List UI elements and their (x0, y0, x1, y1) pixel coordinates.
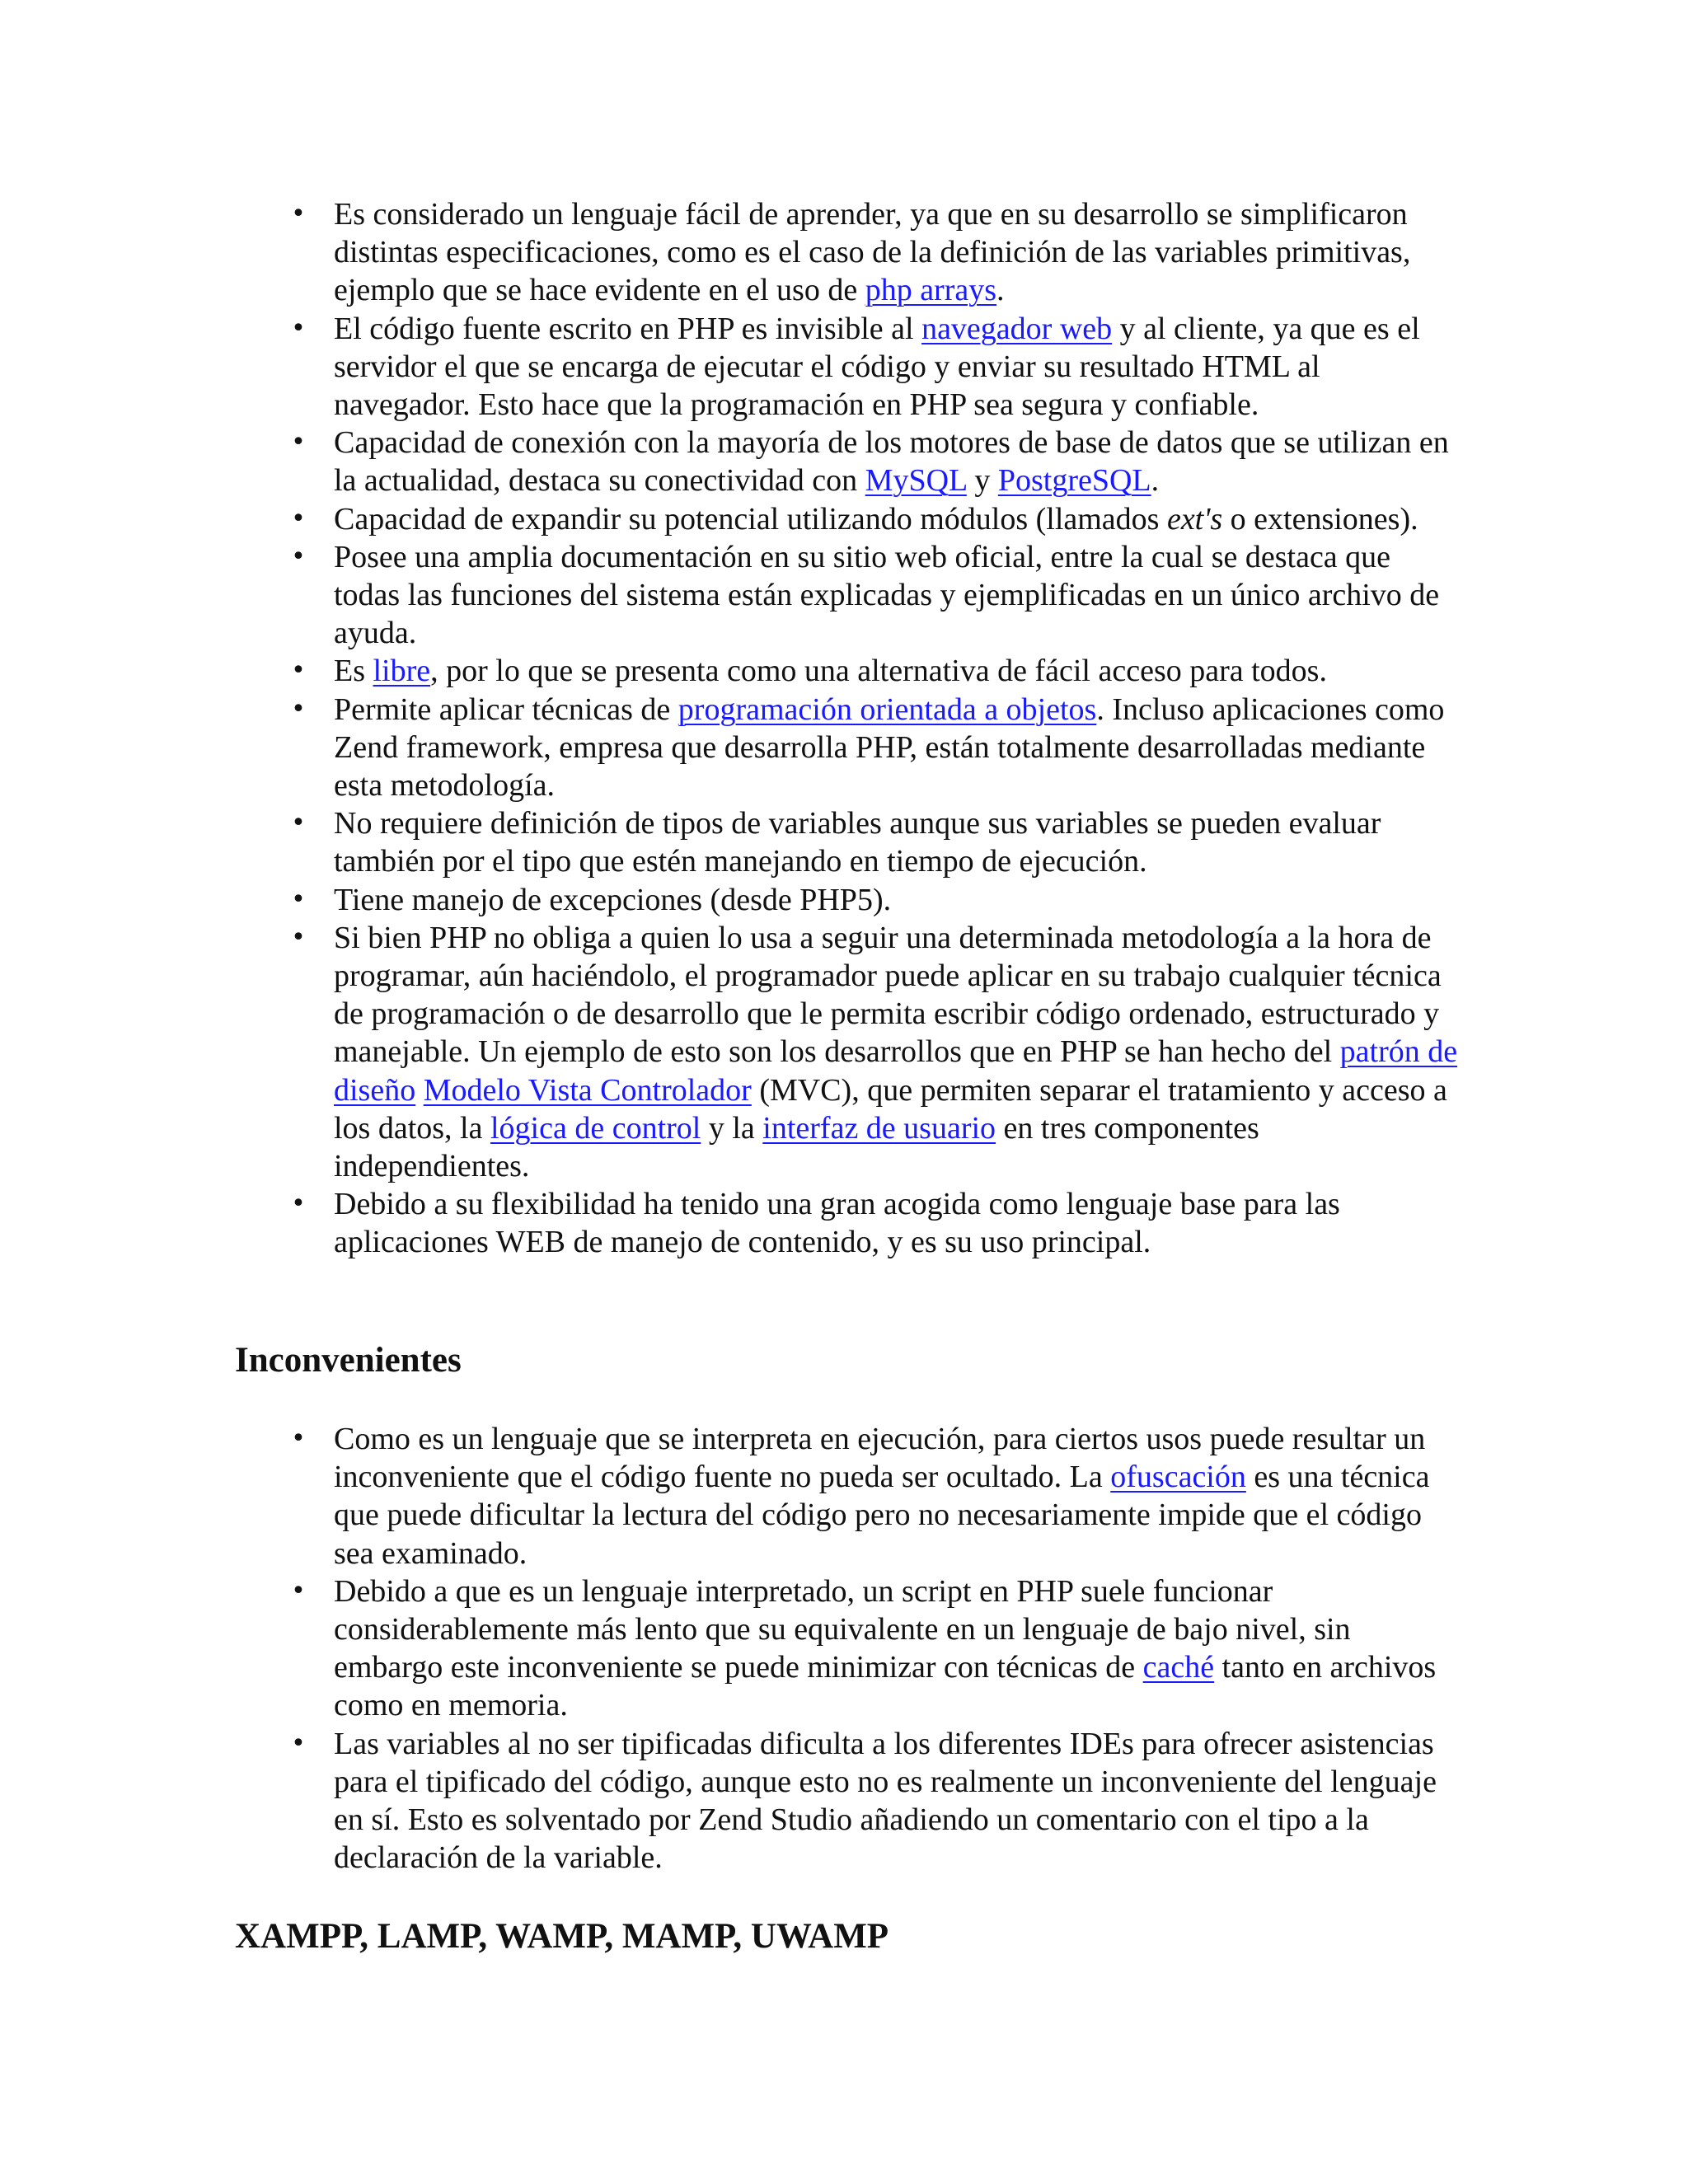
list-item (291, 500, 1459, 538)
bullet-icon: • (291, 428, 306, 457)
hyperlink[interactable]: interfaz de usuario (762, 1110, 996, 1146)
item-text: Capacidad de expandir su potencial utilizando módulos (llamados (334, 501, 1167, 537)
item-text: y (966, 463, 998, 499)
item-text: . (1151, 463, 1160, 499)
hyperlink[interactable]: libre (373, 654, 431, 689)
item-text: Las variables al no ser tipificadas dificulta a los diferentes IDEs para ofrecer asistencias para el tipificado del código, aunque esto no es realmente un inconveniente del lenguaje en sí. Esto es solventado por Zend Studio añadiendo un comentario con el tipo a la declaración de la variable. (334, 1726, 1437, 1876)
item-text (415, 1073, 424, 1108)
item-text: . (996, 273, 1005, 308)
item-text: Debido a que es un lenguaje interpretado, un script en PHP suele funcionar considerablemente más lento que su equivalente en un lenguaje de bajo nivel, sin embargo este inconveniente se puede minimizar con técnicas de (334, 1573, 1351, 1685)
hyperlink[interactable]: MySQL (865, 463, 967, 499)
list-item (291, 1725, 1459, 1877)
list-item (291, 1185, 1459, 1261)
bullet-icon: • (291, 922, 306, 952)
hyperlink[interactable]: navegador web (921, 311, 1113, 346)
item-text: Permite aplicar técnicas de (334, 691, 678, 727)
item-text: No requiere definición de tipos de variables aunque sus variables se pueden evaluar también por el tipo que estén manejando en tiempo de ejecución. (334, 806, 1381, 879)
bullet-icon: • (291, 541, 306, 571)
list-item (291, 310, 1459, 424)
item-text: . Incluso aplicaciones como Zend framework, empresa que desarrolla PHP, están totalmente desarrolladas mediante esta metodología. (334, 691, 1445, 804)
list-item (291, 652, 1459, 690)
item-text: Si bien PHP no obliga a quien lo usa a seguir una determinada metodología a la hora de programar, aún haciéndolo, el programador puede aplicar en su trabajo cualquier técnica de programación o de desarrollo que le permita escribir código ordenado, estructurado y manejable. Un ejemplo de esto son los desarrollos que en PHP se han hecho del (334, 920, 1442, 1070)
list-item (291, 919, 1459, 1185)
item-text: Posee una amplia documentación en su sitio web oficial, entre la cual se destaca que todas las funciones del sistema están explicadas y ejemplificadas en un único archivo de ayuda. (334, 539, 1440, 651)
list-item (291, 1420, 1459, 1572)
item-text: El código fuente escrito en PHP es invisible al (334, 311, 922, 346)
hyperlink[interactable]: caché (1142, 1650, 1215, 1685)
bullet-icon: • (291, 1728, 306, 1758)
list-item (291, 881, 1459, 919)
item-text: Debido a su flexibilidad ha tenido una gran acogida como lenguaje base para las aplicaciones WEB de manejo de contenido, y es su uso principal. (334, 1187, 1340, 1260)
item-text: y al cliente, ya que es el servidor el que se encarga de ejecutar el código y enviar su resultado HTML al navegador. Esto hace que la programación en PHP sea segura y confiable. (334, 311, 1420, 423)
bullet-icon: • (291, 808, 306, 838)
item-text: Es considerado un lenguaje fácil de aprender, ya que en su desarrollo se simplificaron distintas especificaciones, como es el caso de la definición de las variables primitivas, ejemplo que se hace evidente en el uso de (334, 197, 1411, 308)
list-item (291, 804, 1459, 880)
list-item (291, 424, 1459, 499)
bullet-icon: • (291, 884, 306, 914)
item-text: Es (334, 654, 373, 689)
list-item (291, 691, 1459, 805)
item-text: en tres componentes independientes. (334, 1110, 1259, 1184)
section-heading-xampp: XAMPP, LAMP, WAMP, MAMP, UWAMP (235, 1917, 889, 1956)
bullet-icon: • (291, 1576, 306, 1605)
bullet-icon: • (291, 1189, 306, 1219)
bullet-icon: • (291, 694, 306, 724)
item-text: Como es un lenguaje que se interpreta en ejecución, para ciertos usos puede resultar un inconveniente que el código fuente no pueda ser ocultado. La (334, 1422, 1426, 1495)
item-text: y la (701, 1110, 763, 1146)
item-text: Tiene manejo de excepciones (desde PHP5). (334, 882, 892, 917)
list-item (291, 195, 1459, 310)
list-item (291, 1572, 1459, 1725)
list-item (291, 538, 1459, 653)
bullet-icon: • (291, 313, 306, 343)
hyperlink[interactable]: Modelo Vista Controlador (423, 1072, 752, 1108)
bullet-icon: • (291, 1424, 306, 1453)
item-text: es una técnica que puede dificultar la lectura del código pero no necesariamente impide que el código sea examinado. (334, 1460, 1430, 1571)
hyperlink[interactable]: lógica de control (490, 1110, 701, 1146)
item-text: (MVC), que permiten separar el tratamiento y acceso a los datos, la (334, 1072, 1447, 1146)
section-heading-inconvenientes: Inconvenientes (235, 1341, 462, 1380)
bullet-icon: • (291, 504, 306, 533)
inconvenientes-list (291, 1420, 1459, 1877)
hyperlink[interactable]: programación orientada a objetos (678, 691, 1097, 727)
hyperlink[interactable]: ofuscación (1110, 1460, 1246, 1495)
hyperlink[interactable]: PostgreSQL (997, 463, 1151, 499)
item-text: o extensiones). (1222, 501, 1418, 537)
hyperlink[interactable]: patrón de diseño (334, 1034, 1458, 1108)
item-text: , por lo que se presenta como una alternativa de fácil acceso para todos. (430, 654, 1327, 689)
italic-text: ext's (1166, 501, 1223, 537)
bullet-icon: • (291, 656, 306, 686)
hyperlink[interactable]: php arrays (865, 273, 997, 308)
ventajas-list (291, 195, 1459, 1262)
item-text: Capacidad de conexión con la mayoría de los motores de base de datos que se utilizan en la actualidad, destaca su conectividad con (334, 425, 1449, 499)
bullet-icon: • (291, 199, 306, 228)
item-text: tanto en archivos como en memoria. (334, 1650, 1437, 1723)
